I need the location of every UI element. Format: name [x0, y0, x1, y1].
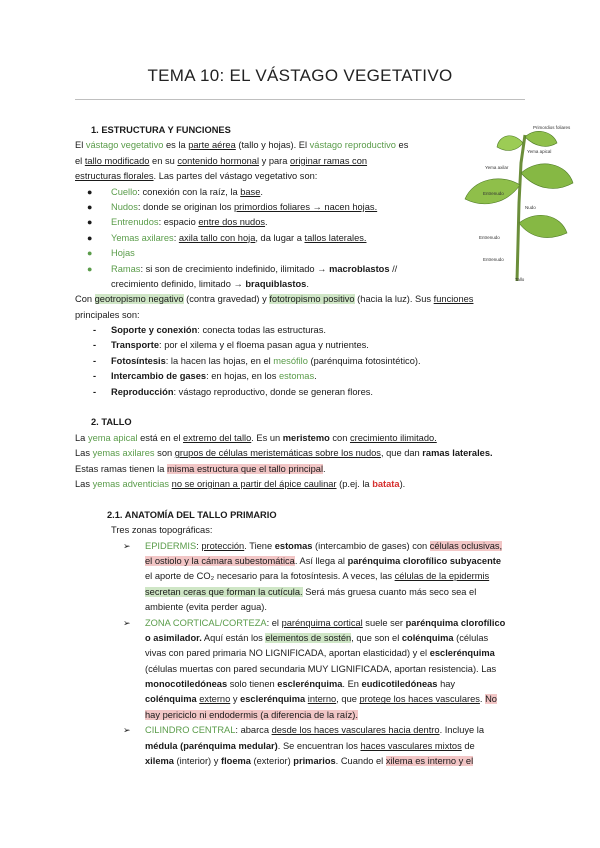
- list-item: ● Hojas: [75, 246, 525, 261]
- list-item-continuation: el ostiolo y la cámara subestomática. Así llega al parénquima clorofílico subyacente: [145, 555, 502, 566]
- bullet-icon: ●: [87, 217, 93, 228]
- list-item-continuation: o asimilador. Aquí están los elementos de sostén, que son el colénquima (células: [145, 632, 489, 643]
- label-primordios: Primordios foliares: [533, 125, 571, 130]
- subsection-heading: 2.1. ANATOMÍA DEL TALLO PRIMARIO: [107, 509, 277, 520]
- list-item: ● Cuello: conexión con la raíz, la base.: [75, 185, 525, 200]
- dash-bullet: -: [93, 340, 97, 351]
- list-item-continuation: ambiente (evita perder agua).: [145, 602, 267, 613]
- list-item: ➢ ZONA CORTICAL/CORTEZA: el parénquima cortical suele ser parénquima clorofílico: [75, 616, 525, 631]
- label-yema-axilar: Yema axilar: [485, 165, 509, 170]
- arrow-bullet-icon: ➢: [123, 725, 131, 736]
- label-entrenudo: Entrenudo: [483, 191, 504, 196]
- paragraph-line: Tres zonas topográficas:: [111, 525, 213, 536]
- bullet-icon: ●: [87, 248, 93, 259]
- list-item-continuation: (células muertas con pared secundaria MUY LIGNIFICADA, aportan resistencia). Las: [145, 663, 497, 674]
- list-item-continuation: hay periciclo ni endodermis (a diferencia de la raíz).: [145, 709, 358, 720]
- list-item: ● Ramas: si son de crecimiento indefinido, ilimitado → macroblastos //: [75, 262, 525, 277]
- list-item-continuation: secretan ceras que forman la cutícula. Será más gruesa cuanto más seco sea el: [145, 586, 477, 597]
- list-item-continuation: xilema (interior) y floema (exterior) primarios. Cuando el xilema es interno y el: [145, 756, 474, 767]
- list-item: - Intercambio de gases: en hojas, en los estomas.: [75, 369, 525, 384]
- bullet-icon: ●: [87, 186, 93, 197]
- section-heading-2: 2. TALLO: [91, 417, 132, 428]
- section-heading-1: 1. ESTRUCTURA Y FUNCIONES: [91, 125, 231, 135]
- list-item: - Transporte: por el xilema y el floema pasan agua y nutrientes.: [75, 338, 525, 353]
- paragraph-line: estructuras florales. Las partes del vástago vegetativo son:: [75, 171, 318, 182]
- list-item: ➢ EPIDERMIS: protección. Tiene estomas (intercambio de gases) con células oclusivas,: [75, 539, 525, 554]
- paragraph-line: Las yemas adventicias no se originan a partir del ápice caulinar (p.ej. la batata).: [75, 478, 406, 489]
- list-item-continuation: monocotiledóneas solo tienen esclerénquima. En eudicotiledóneas hay: [145, 679, 456, 690]
- list-item: ● Nudos: donde se originan los primordios foliares → nacen hojas.: [75, 200, 525, 215]
- document-body: [75, 123, 525, 769]
- label-yema-apical: Yema apical: [527, 149, 552, 154]
- list-item-continuation: vivas con pared primaria NO LIGNIFICADA, aportan elasticidad) y el esclerénquima: [145, 648, 495, 659]
- label-nudo: Nudo: [525, 205, 536, 210]
- arrow-bullet-icon: ➢: [123, 617, 131, 628]
- arrow-bullet-icon: ➢: [123, 540, 131, 551]
- list-item: ➢ CILINDRO CENTRAL: abarca desde los haces vasculares hacia dentro. Incluye la: [75, 723, 525, 738]
- bullet-icon: ●: [87, 263, 93, 274]
- paragraph-line: Estas ramas tienen la misma estructura que el tallo principal.: [75, 463, 326, 474]
- list-item: - Soporte y conexión: conecta todas las estructuras.: [75, 323, 525, 338]
- list-item-continuation: médula (parénquima medular). Se encuentran los haces vasculares mixtos de: [145, 740, 475, 751]
- label-entrenudo-base: Entrenudo: [483, 257, 504, 262]
- page-title: TEMA 10: EL VÁSTAGO VEGETATIVO: [147, 66, 453, 85]
- paragraph-line: El vástago vegetativo es la parte aérea (tallo y hojas). El vástago reproductivo es: [75, 140, 409, 151]
- list-item-continuation: crecimiento definido, limitado → braquiblastos.: [111, 278, 309, 289]
- dash-bullet: -: [93, 355, 97, 366]
- list-item-continuation: colénquima externo y esclerénquima interno, que protege los haces vasculares. No: [145, 694, 497, 705]
- list-item: - Fotosíntesis: la hacen las hojas, en el mesófilo (parénquima fotosintético).: [75, 354, 525, 369]
- paragraph-line: La yema apical está en el extremo del tallo. Es un meristemo con crecimiento ilimitado.: [75, 432, 437, 443]
- paragraph-line: principales son:: [75, 309, 140, 320]
- label-entrenudo-2: Entrenudo: [479, 235, 500, 240]
- dash-bullet: -: [93, 386, 97, 397]
- list-item: ● Yemas axilares: axila tallo con hoja, da lugar a tallos laterales.: [75, 231, 525, 246]
- list-item-continuation: el aporte de CO₂ necesario para la fotosíntesis. A veces, las células de la epidermis: [145, 571, 490, 582]
- paragraph-line: el tallo modificado en su contenido hormonal y para originar ramas con: [75, 155, 368, 166]
- paragraph-line: Las yemas axilares son grupos de células meristemáticas sobre los nudos, que dan ramas laterales.: [75, 448, 493, 459]
- paragraph-line: Con geotropismo negativo (contra gravedad) y fototropismo positivo (hacia la luz). Sus funciones: [75, 294, 474, 305]
- label-tallo: Tallo: [515, 277, 525, 282]
- dash-bullet: -: [93, 325, 97, 336]
- title-divider: [75, 99, 525, 100]
- bullet-icon: ●: [87, 232, 93, 243]
- list-item: - Reproducción: vástago reproductivo, donde se generan flores.: [75, 385, 525, 400]
- bullet-icon: ●: [87, 201, 93, 212]
- dash-bullet: -: [93, 371, 97, 382]
- list-item: ● Entrenudos: espacio entre dos nudos.: [75, 215, 525, 230]
